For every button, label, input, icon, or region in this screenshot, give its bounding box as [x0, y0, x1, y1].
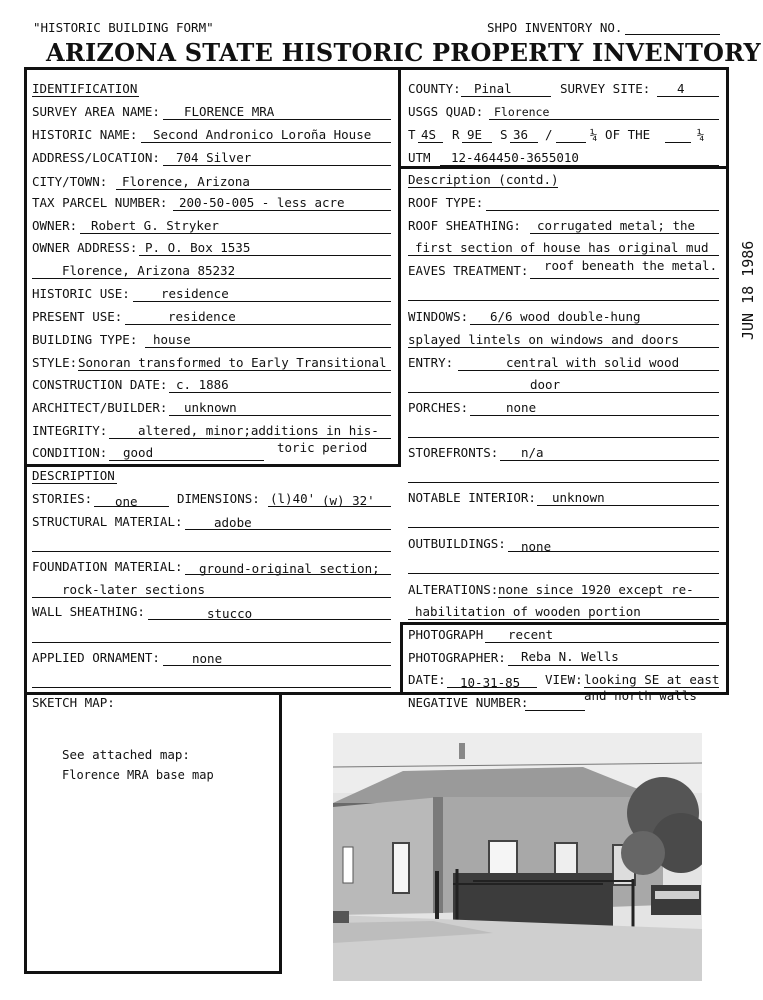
- architect-line: [169, 415, 391, 416]
- house-photograph: [333, 733, 702, 981]
- identification-underline: [32, 96, 139, 97]
- structural-line: [185, 529, 391, 530]
- city-label: CITY/TOWN:: [32, 174, 108, 189]
- owner-address-line-1: [139, 255, 391, 256]
- survey-site-value: 4: [677, 81, 685, 96]
- alterations-line-2: [408, 619, 719, 620]
- sketch-bottom-rule: [24, 971, 282, 974]
- wall-sheathing-value: stucco: [207, 606, 253, 621]
- photo-date-label: DATE:: [408, 672, 446, 687]
- roof-sheathing-line-2: [408, 255, 719, 256]
- integrity-line: [109, 438, 391, 439]
- storefronts-label: STOREFRONTS:: [408, 445, 499, 460]
- storefronts-line: [500, 460, 719, 461]
- windows-value-1: 6/6 wood double-hung: [490, 309, 641, 324]
- present-use-value: residence: [168, 309, 236, 324]
- condition-label: CONDITION:: [32, 445, 108, 460]
- photographer-label: PHOTOGRAPHER:: [408, 650, 506, 665]
- integrity-label: INTEGRITY:: [32, 423, 108, 438]
- entry-label: ENTRY:: [408, 355, 454, 370]
- photo-box-left-rule: [400, 622, 403, 695]
- usgs-value: Florence: [494, 105, 550, 119]
- windows-line-2: [408, 347, 719, 348]
- photo-date-line: [447, 687, 537, 688]
- house-photo-svg: [333, 733, 702, 981]
- quarter-line-1: [556, 142, 586, 143]
- structural-label: STRUCTURAL MATERIAL:: [32, 514, 183, 529]
- alterations-value-1: none since 1920 except re-: [498, 582, 694, 597]
- present-use-line: [125, 324, 391, 325]
- range-line: [462, 142, 492, 143]
- windows-label: WINDOWS:: [408, 309, 469, 324]
- township-line: [418, 142, 443, 143]
- porches-label: PORCHES:: [408, 400, 469, 415]
- outbuildings-line: [508, 551, 719, 552]
- storefronts-value: n/a: [521, 445, 544, 460]
- historic-name-line: [141, 142, 391, 143]
- owner-address-line-2: [32, 278, 391, 279]
- alterations-line-1: [498, 597, 719, 598]
- roof-type-line: [486, 210, 719, 211]
- range-value: 9E: [467, 127, 483, 142]
- parcel-label: TAX PARCEL NUMBER:: [32, 195, 168, 210]
- architect-label: ARCHITECT/BUILDER:: [32, 400, 168, 415]
- historic-name-value: Second Andronico Loroña House: [153, 127, 372, 142]
- photo-box-top-rule: [400, 622, 729, 625]
- view-value-1: looking SE at east: [584, 672, 720, 687]
- foundation-value-1: ground-original section;: [199, 561, 380, 576]
- sketch-note-1: See attached map:: [62, 747, 190, 762]
- alterations-label: ALTERATIONS:: [408, 582, 499, 597]
- present-use-label: PRESENT USE:: [32, 309, 123, 324]
- stories-value: one: [115, 494, 138, 509]
- historic-name-label: HISTORIC NAME:: [32, 127, 138, 142]
- survey-area-line: [163, 119, 391, 120]
- wall-sheathing-line: [148, 619, 391, 620]
- roof-sheathing-line-1: [530, 233, 719, 234]
- notable-interior-value: unknown: [552, 490, 605, 505]
- shpo-inventory-line: [625, 34, 720, 35]
- dimensions-length-value: (l)40': [270, 491, 316, 506]
- entry-line-1: [458, 370, 719, 371]
- porches-value: none: [506, 400, 537, 415]
- view-label: VIEW:: [545, 672, 583, 687]
- style-value: Sonoran transformed to Early Transitional: [78, 355, 387, 370]
- address-value: 704 Silver: [176, 150, 252, 165]
- usgs-label: USGS QUAD:: [408, 104, 484, 119]
- windows-line-1: [470, 324, 719, 325]
- quarter-label: ¼: [697, 127, 705, 142]
- condition-line: [109, 460, 264, 461]
- sketch-right-rule: [279, 692, 282, 974]
- foundation-label: FOUNDATION MATERIAL:: [32, 559, 183, 574]
- owner-address-label: OWNER ADDRESS:: [32, 240, 138, 255]
- dimensions-line: [268, 506, 391, 507]
- ornament-label: APPLIED ORNAMENT:: [32, 650, 160, 665]
- quarter-line-2: [665, 142, 691, 143]
- county-line: [461, 96, 551, 97]
- notable-interior-line: [537, 505, 719, 506]
- building-type-label: BUILDING TYPE:: [32, 332, 138, 347]
- entry-value-1: central with solid wood: [506, 355, 680, 370]
- roof-type-label: ROOF TYPE:: [408, 195, 484, 210]
- survey-site-line: [657, 96, 719, 97]
- eaves-line: [530, 278, 719, 279]
- historic-use-line: [133, 301, 391, 302]
- outbuildings-label: OUTBUILDINGS:: [408, 536, 506, 551]
- section-label: S: [500, 127, 508, 142]
- city-value: Florence, Arizona: [122, 174, 250, 189]
- building-type-line: [145, 347, 391, 348]
- photograph-label: PHOTOGRAPH: [408, 627, 484, 642]
- entry-value-2: door: [530, 377, 561, 392]
- dimensions-label: DIMENSIONS:: [177, 491, 260, 506]
- stories-label: STORIES:: [32, 491, 93, 506]
- condition-value: good: [123, 445, 154, 460]
- notable-interior-line-2: [408, 527, 719, 528]
- utm-label: UTM: [408, 150, 431, 165]
- column-divider-upper: [398, 67, 401, 467]
- survey-area-label: SURVEY AREA NAME:: [32, 104, 160, 119]
- photo-date-value: 10-31-85: [460, 675, 521, 690]
- description-contd-underline: [408, 187, 558, 188]
- parcel-line: [173, 210, 391, 211]
- sketch-note-2: Florence MRA base map: [62, 768, 214, 782]
- style-line: [78, 370, 391, 371]
- negative-number-label: NEGATIVE NUMBER:: [408, 695, 529, 710]
- owner-line: [80, 233, 391, 234]
- survey-site-label: SURVEY SITE:: [560, 81, 651, 96]
- historic-use-label: HISTORIC USE:: [32, 286, 130, 301]
- eaves-line-2: [408, 300, 719, 301]
- page-title: ARIZONA STATE HISTORIC PROPERTY INVENTORY: [46, 38, 761, 67]
- description-contd-heading: Description (contd.): [408, 172, 559, 187]
- style-label: STYLE:: [32, 355, 78, 370]
- township-label: T: [408, 127, 416, 142]
- ornament-value: none: [192, 651, 223, 666]
- owner-value: Robert G. Stryker: [91, 218, 219, 233]
- owner-label: OWNER:: [32, 218, 78, 233]
- address-label: ADDRESS/LOCATION:: [32, 150, 160, 165]
- received-date-stamp: JUN 18 1986: [739, 240, 757, 340]
- owner-address-value-2: Florence, Arizona 85232: [62, 263, 236, 278]
- eaves-label: EAVES TREATMENT:: [408, 263, 529, 278]
- utm-value: 12-464450-3655010: [451, 150, 579, 165]
- architect-value: unknown: [184, 400, 237, 415]
- integrity-value-2: toric period: [277, 440, 368, 455]
- section-value: 36: [513, 127, 529, 142]
- range-label: R: [452, 127, 460, 142]
- windows-value-2: splayed lintels on windows and doors: [408, 332, 679, 347]
- integrity-value-1: altered, minor;additions in his-: [138, 423, 379, 438]
- location-bottom-rule: [398, 166, 729, 169]
- stories-line: [94, 506, 169, 507]
- roof-sheathing-value-2: first section of house has original mud: [415, 240, 709, 255]
- porches-line-2: [408, 437, 719, 438]
- photographer-line: [508, 665, 719, 666]
- sketch-left-rule: [24, 692, 27, 974]
- construction-date-label: CONSTRUCTION DATE:: [32, 377, 168, 392]
- entry-line-2: [408, 392, 719, 393]
- roof-sheathing-value-1: corrugated metal; the: [537, 218, 696, 233]
- storefronts-line-2: [408, 482, 719, 483]
- dimensions-width-value: (w) 32': [322, 493, 375, 508]
- section-line: [510, 142, 538, 143]
- outbuildings-value: none: [521, 539, 552, 554]
- foundation-line-1: [185, 574, 391, 575]
- roof-sheathing-label: ROOF SHEATHING:: [408, 218, 521, 233]
- identification-heading: IDENTIFICATION: [32, 81, 138, 96]
- utm-line: [440, 165, 719, 166]
- historic-use-value: residence: [161, 286, 229, 301]
- notable-interior-label: NOTABLE INTERIOR:: [408, 490, 536, 505]
- photographer-value: Reba N. Wells: [521, 649, 619, 664]
- construction-date-value: c. 1886: [176, 377, 229, 392]
- structural-value: adobe: [214, 515, 252, 530]
- view-value-2: and north walls: [584, 688, 697, 703]
- city-line: [116, 189, 391, 190]
- description-underline: [32, 483, 117, 484]
- identification-bottom-rule: [24, 464, 401, 467]
- ornament-line-2: [32, 687, 391, 688]
- address-line: [163, 165, 391, 166]
- alterations-value-2: habilitation of wooden portion: [415, 604, 641, 619]
- eaves-value: roof beneath the metal.: [544, 258, 718, 273]
- wall-sheathing-line-2: [32, 642, 391, 643]
- foundation-line-2: [32, 597, 391, 598]
- quarter-of-label: ¼ OF THE: [590, 127, 651, 142]
- shpo-inventory-label: SHPO INVENTORY NO.: [487, 20, 623, 35]
- county-value: Pinal: [474, 81, 512, 96]
- parcel-value: 200-50-005 - less acre: [179, 195, 345, 210]
- ornament-line: [163, 665, 391, 666]
- township-value: 4S: [421, 127, 437, 142]
- photograph-line: [485, 642, 719, 643]
- photograph-value: recent: [508, 627, 554, 642]
- county-label: COUNTY:: [408, 81, 461, 96]
- wall-sheathing-label: WALL SHEATHING:: [32, 604, 145, 619]
- description-heading: DESCRIPTION: [32, 468, 115, 483]
- structural-line-2: [32, 551, 391, 552]
- porches-line: [470, 415, 719, 416]
- foundation-value-2: rock-later sections: [62, 582, 205, 597]
- form-type-label: "HISTORIC BUILDING FORM": [33, 20, 214, 35]
- construction-date-line: [169, 392, 391, 393]
- sketch-map-label: SKETCH MAP:: [32, 695, 115, 710]
- section-slash: /: [545, 127, 553, 142]
- usgs-line: [489, 119, 719, 120]
- building-type-value: house: [153, 332, 191, 347]
- negative-number-line: [525, 710, 585, 711]
- outbuildings-line-2: [408, 573, 719, 574]
- owner-address-value-1: P. O. Box 1535: [145, 240, 251, 255]
- survey-area-value: FLORENCE MRA: [184, 104, 275, 119]
